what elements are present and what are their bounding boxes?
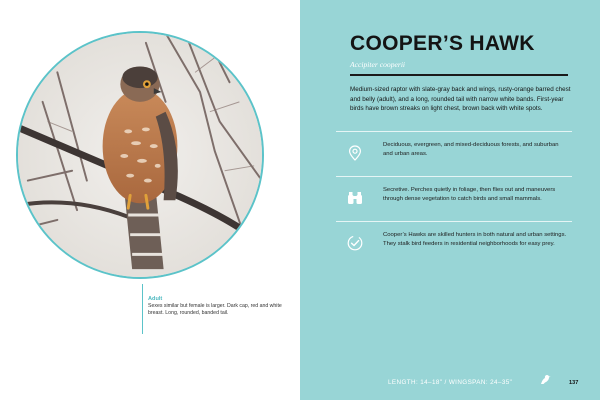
caption-leader-line — [142, 284, 143, 334]
right-page — [300, 0, 600, 400]
hawk-photo — [16, 31, 264, 279]
species-description: Medium-sized raptor with slate-gray back and wings, rusty-orange barred chest and belly (adult), and a long, rounded tail with narrow white bands. First-year birds have brown streaks on light chest, brown back with white spots. — [350, 86, 571, 113]
bird-silhouette-icon — [538, 372, 552, 386]
fact-habitat — [336, 131, 572, 176]
fact-behavior — [336, 176, 572, 221]
hawk-photo-illustration — [18, 33, 262, 277]
fact-text: Deciduous, evergreen, and mixed-deciduous forests, and suburban and urban areas. — [383, 142, 559, 158]
check-circle-icon — [346, 234, 364, 252]
location-pin-icon — [346, 144, 364, 162]
caption-text: Sexes similar but female is larger. Dark cap, red and white breast. Long, rounded, banded tail. — [148, 303, 282, 317]
photo-caption — [148, 296, 288, 318]
fact-list — [336, 131, 572, 266]
fact-text: Cooper’s Hawks are skilled hunters in both natural and urban settings. They stalk bird feeders in residential neighborhoods for easy prey. — [383, 232, 567, 248]
caption-title: Adult — [148, 296, 163, 302]
page-number: 137 — [569, 380, 579, 386]
measurements: LENGTH: 14–18" / WINGSPAN: 24–35" — [388, 379, 513, 386]
fact-text: Secretive. Perches quietly in foliage, then flies out and maneuvers through dense vegetation to catch birds and small mammals. — [383, 187, 556, 203]
title-rule — [350, 74, 568, 76]
fact-notes — [336, 221, 572, 266]
binoculars-icon — [346, 189, 364, 207]
scientific-name: Accipiter cooperii — [350, 60, 406, 69]
species-title: COOPER’S HAWK — [350, 32, 535, 55]
